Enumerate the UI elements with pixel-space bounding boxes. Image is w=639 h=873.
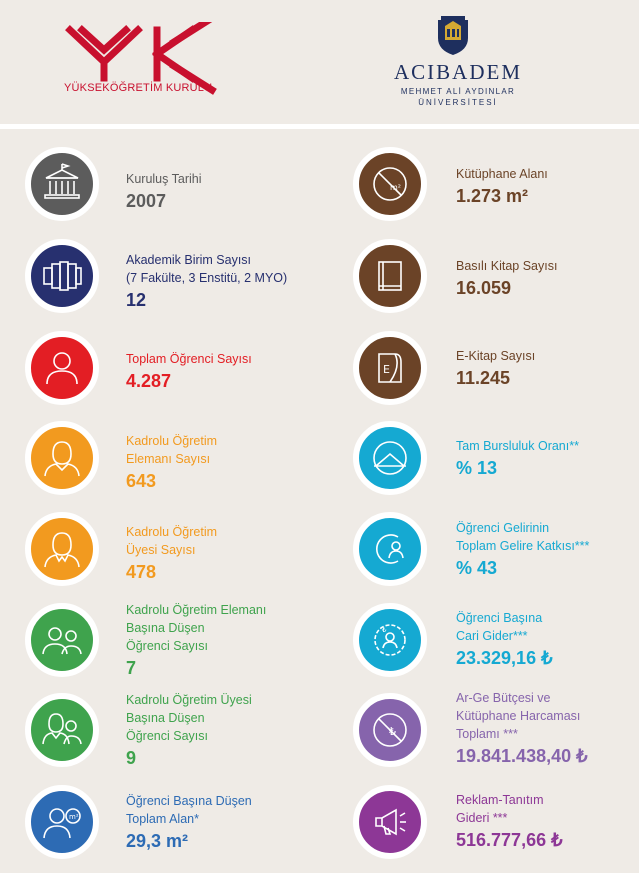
building-icon <box>25 147 99 221</box>
stat-label: Öğrenci Gelirinin <box>456 521 550 535</box>
stat-label: Tam Bursluluk Oranı** <box>456 439 579 453</box>
header-divider <box>0 124 639 129</box>
stat-value: 478 <box>126 562 157 582</box>
stat-label: Başına Düşen <box>126 711 205 725</box>
stat-value: 9 <box>126 748 137 768</box>
area-icon <box>353 147 427 221</box>
yok-title: YÜKSEKÖĞRETİM KURULU <box>64 82 213 94</box>
stat-label: (7 Fakülte, 3 Enstitü, 2 MYO) <box>126 271 288 285</box>
stat-label: Kütüphane Alanı <box>456 167 548 181</box>
income-icon <box>353 512 427 586</box>
svg-text:m²: m² <box>390 183 401 192</box>
header <box>0 0 639 124</box>
crest-icon <box>435 14 471 56</box>
stat-label: Öğrenci Başına <box>456 611 543 625</box>
stat-value: 11.245 <box>456 368 511 388</box>
scholarship-icon <box>353 421 427 495</box>
stat-label: Toplamı *** <box>456 727 518 741</box>
stat-label: Basılı Kitap Sayısı <box>456 259 558 273</box>
stat-label: Öğrenci Sayısı <box>126 639 208 653</box>
units-icon <box>25 239 99 313</box>
stat-label: Kadrolu Öğretim Üyesi <box>126 693 252 707</box>
svg-text:m²: m² <box>69 813 79 821</box>
stat-label: Toplam Öğrenci Sayısı <box>126 352 252 366</box>
stat-label: Cari Gider*** <box>456 629 528 643</box>
area-person-icon <box>25 785 99 859</box>
stat-label: Başına Düşen <box>126 621 205 635</box>
stat-label: Öğrenci Sayısı <box>126 729 208 743</box>
stat-label: E-Kitap Sayısı <box>456 349 536 363</box>
stat-label: Reklam-Tanıtım <box>456 793 544 807</box>
stat-value: 19.841.438,40 ₺ <box>456 746 588 766</box>
stat-label: Kadrolu Öğretim <box>126 434 218 448</box>
stat-value: % 43 <box>456 558 498 578</box>
stat-label: Toplam Gelire Katkısı*** <box>456 539 590 553</box>
stat-label: Üyesi Sayısı <box>126 543 196 557</box>
stat-label: Kuruluş Tarihi <box>126 172 202 186</box>
university-name: ACIBADEM <box>393 60 522 84</box>
budget-icon <box>353 693 427 767</box>
group2-icon <box>25 693 99 767</box>
stat-label: Kadrolu Öğretim Elemanı <box>126 603 267 617</box>
stat-value: 23.329,16 ₺ <box>456 648 553 668</box>
university-sub1: MEHMET ALİ AYDINLAR <box>400 87 516 96</box>
stat-value: 643 <box>126 471 157 491</box>
stat-value: 2007 <box>126 191 167 211</box>
acibadem-logo <box>388 14 528 114</box>
stat-label: Kütüphane Harcaması <box>456 709 581 723</box>
faculty-icon <box>25 512 99 586</box>
svg-text:₺: ₺ <box>389 725 396 738</box>
stat-label: Akademik Birim Sayısı <box>126 253 252 267</box>
expense-icon <box>353 603 427 677</box>
stat-value: 29,3 m² <box>126 831 189 851</box>
stat-value: 16.059 <box>456 278 512 298</box>
staff-icon <box>25 421 99 495</box>
stat-label: Kadrolu Öğretim <box>126 525 218 539</box>
megaphone-icon <box>353 785 427 859</box>
stat-label: Toplam Alan* <box>126 812 199 826</box>
stat-label: Elemanı Sayısı <box>126 452 211 466</box>
stat-value: 12 <box>126 290 147 310</box>
book-icon <box>353 239 427 313</box>
svg-text:E: E <box>383 363 390 376</box>
stat-value: 1.273 m² <box>456 186 529 206</box>
stat-label: Öğrenci Başına Düşen <box>126 794 252 808</box>
ebook-icon <box>353 331 427 405</box>
stat-value: 4.287 <box>126 371 172 391</box>
svg-text:₺: ₺ <box>382 626 387 634</box>
university-sub2: ÜNİVERSİTESİ <box>418 98 498 107</box>
stat-value: 516.777,66 ₺ <box>456 830 563 850</box>
student-icon <box>25 331 99 405</box>
stat-value: % 13 <box>456 458 498 478</box>
group-icon <box>25 603 99 677</box>
stat-label: Ar-Ge Bütçesi ve <box>456 691 551 705</box>
stat-value: 7 <box>126 658 137 678</box>
stat-label: Gideri *** <box>456 811 508 825</box>
